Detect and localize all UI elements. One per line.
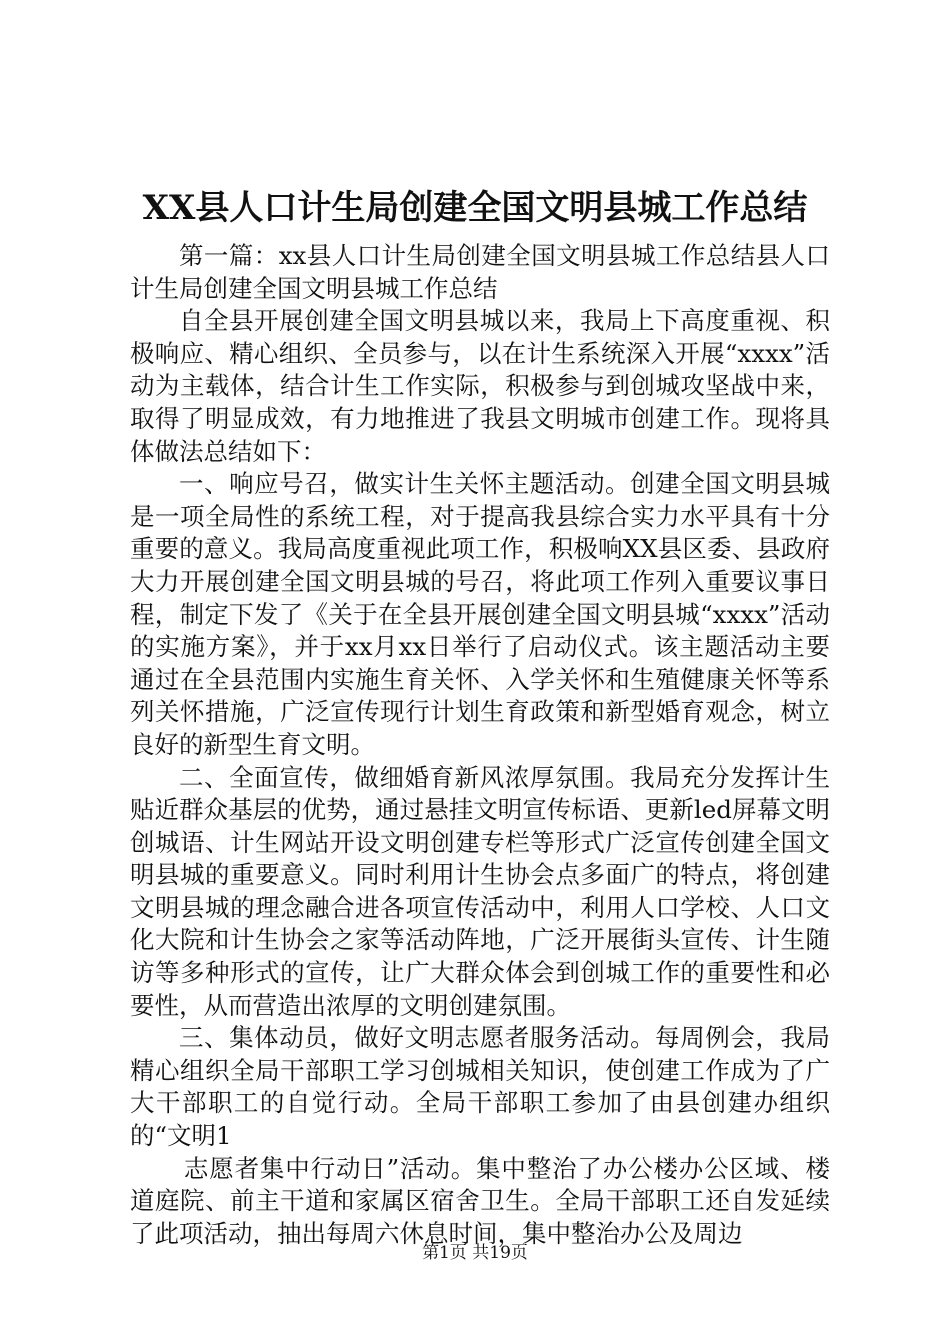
paragraph-1: 第一篇：xx县人口计生局创建全国文明县城工作总结县人口计生局创建全国文明县城工作总结 xyxy=(130,241,830,303)
paragraph-4: 二、全面宣传，做细婚育新风浓厚氛围。我局充分发挥计生贴近群众基层的优势，通过悬挂文明宣传标语、更新led屏幕文明创城语、计生网站开设文明创建专栏等形式广泛宣传创建全国文明县城的重要意义。同时利用计生协会点多面广的特点，将创建文明县城的理念融合进各项宣传活动中，利用人口学校、人口文化大院和计生协会之家等活动阵地，广泛开展街头宣传、计生随访等多种形式的宣传，让广大群众体会到创城工作的重要性和必要性，从而营造出浓厚的文明创建氛围。 xyxy=(130,762,830,1020)
paragraph-5: 三、集体动员，做好文明志愿者服务活动。每周例会，我局精心组织全局干部职工学习创城相关知识，使创建工作成为了广大干部职工的自觉行动。全局干部职工参加了由县创建办组织的“文明1 xyxy=(130,1023,830,1151)
paragraph-6: 志愿者集中行动日”活动。集中整治了办公楼办公区域、楼道庭院、前主干道和家属区宿舍卫生。全局干部职工还自发延续了此项活动，抽出每周六休息时间，集中整治办公及周边 xyxy=(130,1153,830,1248)
paragraph-3: 一、响应号召，做实计生关怀主题活动。创建全国文明县城是一项全局性的系统工程，对于提高我县综合实力水平具有十分重要的意义。我局高度重视此项工作，积极响XX县区委、县政府大力开展创建全国文明县城的号召，将此项工作列入重要议事日程，制定下发了《关于在全县开展创建全国文明县城“xxxx”活动的实施方案》，并于xx月xx日举行了启动仪式。该主题活动主要通过在全县范围内实施生育关怀、入学关怀和生殖健康关怀等系列关怀措施，广泛宣传现行计划生育政策和新型婚育观念，树立良好的新型生育文明。 xyxy=(130,469,830,759)
page-footer: 第1页 共19页 xyxy=(422,1243,528,1263)
document-title: XX县人口计生局创建全国文明县城工作总结 xyxy=(142,188,808,228)
paragraph-2: 自全县开展创建全国文明县城以来，我局上下高度重视、积极响应、精心组织、全员参与，以在计生系统深入开展“xxxx”活动为主载体，结合计生工作实际，积极参与到创城攻坚战中来，取得了明显成效，有力地推进了我县文明城市创建工作。现将具体做法总结如下： xyxy=(130,306,830,466)
document-body xyxy=(130,240,830,1250)
